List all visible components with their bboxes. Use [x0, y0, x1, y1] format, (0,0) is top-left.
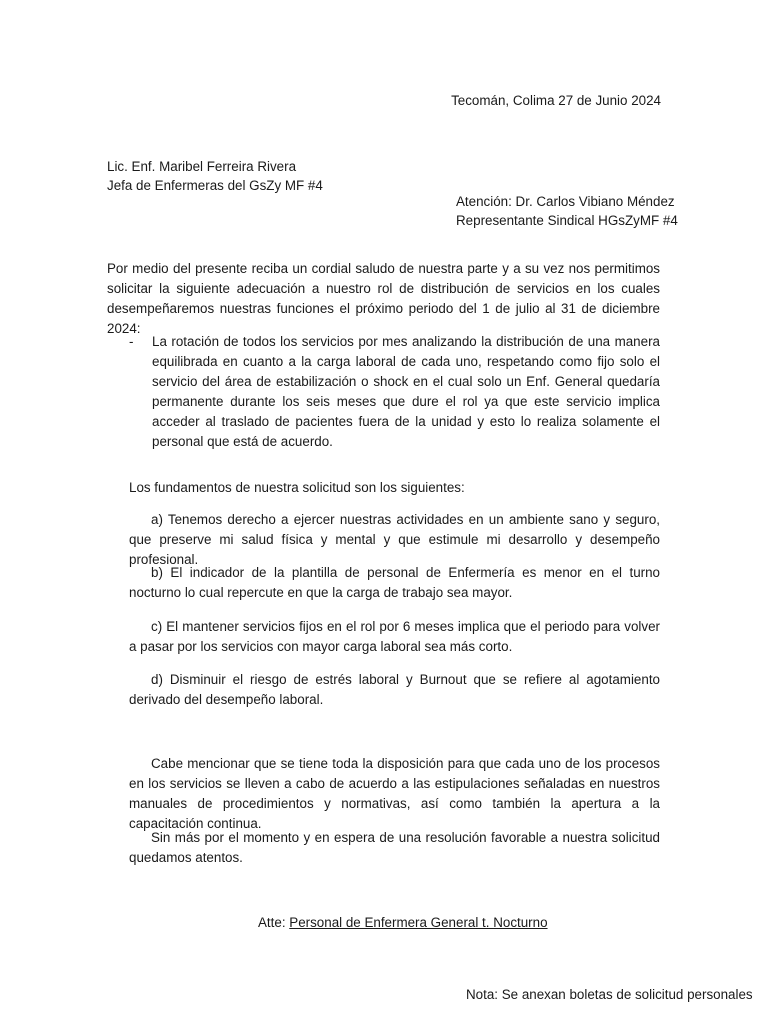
fundamentos-heading: Los fundamentos de nuestra solicitud son los siguientes: [129, 480, 465, 495]
bullet-marker: - [129, 334, 134, 349]
note-line: Nota: Se anexan boletas de solicitud personales [466, 987, 753, 1002]
signature-name: Personal de Enfermera General t. Nocturno [289, 915, 548, 930]
fundamento-b: b) El indicador de la plantilla de personal de Enfermería es menor en el turno nocturno lo cual repercute en que la carga de trabajo sea mayor. [129, 565, 660, 600]
farewell-paragraph: Sin más por el momento y en espera de una resolución favorable a nuestra solicitud quedamos atentos. [129, 830, 660, 865]
closing-paragraph: Cabe mencionar que se tiene toda la disposición para que cada uno de los procesos en los servicios se lleven a cabo de acuerdo a las estipulaciones señaladas en nuestros manuales de procedimientos y normativas, así como también la apertura a la capacitación continua. [129, 756, 660, 831]
bullet-paragraph: La rotación de todos los servicios por mes analizando la distribución de una manera equilibrada en cuanto a la carga laboral de cada uno, respetando como fijo solo el servicio del área de estabilización o shock en el cual solo un Enf. General quedaría permanente durante los seis meses que dure el rol ya que este servicio implica acceder al traslado de pacientes fuera de la unidad y esto lo realiza solamente el personal que está de acuerdo. [152, 334, 660, 449]
attention-representative: Representante Sindical HGsZyMF #4 [456, 213, 678, 228]
signature-line [258, 914, 548, 931]
date-line: Tecomán, Colima 27 de Junio 2024 [451, 93, 661, 108]
recipient-role: Jefa de Enfermeras del GsZy MF #4 [107, 178, 323, 193]
recipient-name: Lic. Enf. Maribel Ferreira Rivera [107, 159, 297, 174]
signature-prefix: Atte: [258, 915, 290, 930]
intro-paragraph: Por medio del presente reciba un cordial saludo de nuestra parte y a su vez nos permitimos solicitar la siguiente adecuación a nuestro rol de distribución de servicios en los cuales desempeñaremos nuestras funciones el próximo periodo del 1 de julio al 31 de diciembre 2024: [107, 261, 660, 336]
attention-line: Atención: Dr. Carlos Vibiano Méndez [456, 194, 675, 209]
fundamento-d: d) Disminuir el riesgo de estrés laboral y Burnout que se refiere al agotamiento derivado del desempeño laboral. [129, 672, 660, 707]
fundamento-c: c) El mantener servicios fijos en el rol por 6 meses implica que el periodo para volver a pasar por los servicios con mayor carga laboral sea más corto. [129, 619, 660, 654]
fundamento-a: a) Tenemos derecho a ejercer nuestras actividades en un ambiente sano y seguro, que preserve mi salud física y mental y que estimule mi desarrollo y desempeño profesional. [129, 512, 660, 567]
